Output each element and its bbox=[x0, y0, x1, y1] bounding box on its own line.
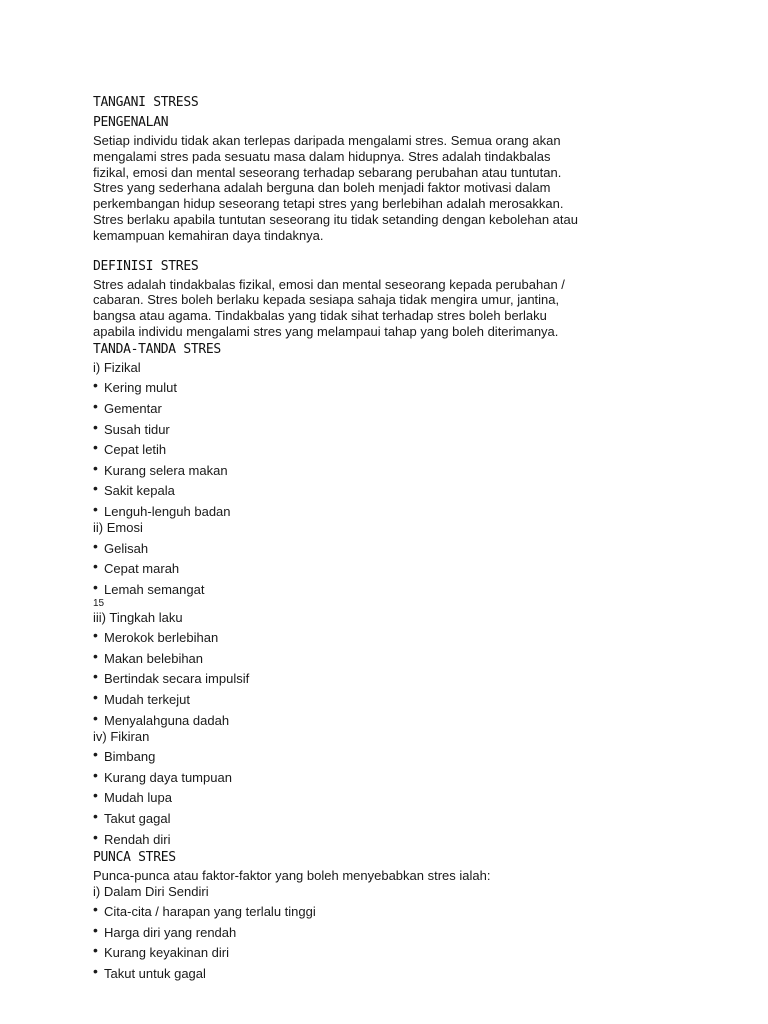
list-item: • Mudah lupa bbox=[93, 787, 172, 806]
list-item: • Takut gagal bbox=[93, 808, 171, 827]
bullet-icon: • bbox=[93, 828, 98, 845]
list-item: • Susah tidur bbox=[93, 418, 170, 437]
bullet-icon: • bbox=[93, 921, 98, 938]
list-item: • Gelisah bbox=[93, 537, 149, 556]
list-item: • Lenguh-lenguh badan bbox=[93, 500, 231, 519]
self-list bbox=[93, 900, 693, 982]
bullet-icon: • bbox=[93, 377, 98, 394]
bullet-icon: • bbox=[93, 963, 98, 980]
intro-line: fizikal, emosi dan mental seseorang terhadap sebarang perubahan atau tuntutan. bbox=[93, 164, 562, 180]
behaviour-list bbox=[93, 626, 693, 729]
document-page bbox=[93, 93, 693, 982]
definition-paragraph bbox=[93, 277, 693, 340]
intro-line: Stres yang sederhana adalah berguna dan boleh menjadi faktor motivasi dalam bbox=[93, 180, 551, 196]
definition-heading: DEFINISI STRES bbox=[93, 258, 199, 274]
list-item: • Kurang keyakinan diri bbox=[93, 942, 230, 961]
thought-list bbox=[93, 745, 693, 848]
list-item: • Merokok berlebihan bbox=[93, 627, 219, 646]
bullet-icon: • bbox=[93, 901, 98, 918]
bullet-icon: • bbox=[93, 668, 98, 685]
bullet-icon: • bbox=[93, 558, 98, 575]
intro-heading: PENGENALAN bbox=[93, 115, 169, 130]
list-item: • Kurang selera makan bbox=[93, 459, 228, 478]
definition-line: cabaran. Stres boleh berlaku kepada sesiapa sahaja tidak mengira umur, jantina, bbox=[93, 292, 560, 308]
list-item: • Kering mulut bbox=[93, 377, 177, 396]
bullet-icon: • bbox=[93, 459, 98, 476]
intro-line: mengalami stres pada sesuatu masa dalam hidupnya. Stres adalah tindakbalas bbox=[93, 148, 551, 164]
physical-list bbox=[93, 376, 693, 520]
bullet-icon: • bbox=[93, 627, 98, 644]
physical-label: i) Fizikal bbox=[93, 359, 141, 375]
cause-heading: PUNCA STRES bbox=[93, 849, 176, 865]
bullet-icon: • bbox=[93, 709, 98, 726]
list-item: • Kurang daya tumpuan bbox=[93, 766, 232, 785]
intro-paragraph bbox=[93, 133, 693, 244]
bullet-icon: • bbox=[93, 418, 98, 435]
emotion-list bbox=[93, 536, 693, 598]
bullet-icon: • bbox=[93, 746, 98, 763]
bullet-icon: • bbox=[93, 942, 98, 959]
document-title: TANGANI STRESS bbox=[93, 95, 199, 110]
list-item: • Sakit kepala bbox=[93, 480, 175, 499]
list-item: • Harga diri yang rendah bbox=[93, 921, 237, 940]
definition-line: Stres adalah tindakbalas fizikal, emosi dan mental seseorang kepada perubahan / bbox=[93, 276, 565, 292]
bullet-icon: • bbox=[93, 787, 98, 804]
bullet-icon: • bbox=[93, 480, 98, 497]
intro-line: kemampuan kemahiran daya tindaknya. bbox=[93, 227, 324, 243]
cause-intro: Punca-punca atau faktor-faktor yang boleh menyebabkan stres ialah: bbox=[93, 867, 491, 883]
bullet-icon: • bbox=[93, 766, 98, 783]
bullet-icon: • bbox=[93, 439, 98, 456]
intro-line: Setiap individu tidak akan terlepas daripada mengalami stres. Semua orang akan bbox=[93, 133, 561, 148]
bullet-icon: • bbox=[93, 578, 98, 595]
list-item: • Cita-cita / harapan yang terlalu tinggi bbox=[93, 901, 316, 920]
list-item: • Makan belebihan bbox=[93, 647, 204, 666]
signs-heading: TANDA-TANDA STRES bbox=[93, 341, 221, 357]
definition-line: bangsa atau agama. Tindakbalas yang tidak sihat terhadap stres boleh berlaku bbox=[93, 308, 547, 324]
list-item: • Rendah diri bbox=[93, 828, 171, 847]
emotion-label: ii) Emosi bbox=[93, 519, 143, 535]
list-item: • Lemah semangat bbox=[93, 578, 205, 597]
definition-line: apabila individu mengalami stres yang melampaui tahap yang boleh diterimanya. bbox=[93, 323, 559, 339]
bullet-icon: • bbox=[93, 500, 98, 517]
thought-label: iv) Fikiran bbox=[93, 728, 150, 744]
bullet-icon: • bbox=[93, 537, 98, 554]
list-item: • Takut untuk gagal bbox=[93, 963, 206, 982]
list-item: • Menyalahguna dadah bbox=[93, 709, 230, 728]
intro-line: Stres berlaku apabila tuntutan seseorang itu tidak setanding dengan kebolehan atau bbox=[93, 211, 578, 227]
list-item: • Bimbang bbox=[93, 746, 156, 765]
list-item: • Cepat marah bbox=[93, 558, 180, 577]
self-label: i) Dalam Diri Sendiri bbox=[93, 883, 209, 899]
list-item: • Mudah terkejut bbox=[93, 689, 190, 708]
list-item: • Gementar bbox=[93, 397, 162, 416]
behaviour-label: iii) Tingkah laku bbox=[93, 609, 183, 625]
list-item: • Bertindak secara impulsif bbox=[93, 668, 250, 687]
bullet-icon: • bbox=[93, 397, 98, 414]
intro-line: perkembangan hidup seseorang tetapi stres yang berlebihan adalah merosakkan. bbox=[93, 196, 564, 212]
bullet-icon: • bbox=[93, 647, 98, 664]
page-number: 15 bbox=[93, 597, 105, 609]
bullet-icon: • bbox=[93, 689, 98, 706]
bullet-icon: • bbox=[93, 808, 98, 825]
list-item: • Cepat letih bbox=[93, 439, 167, 458]
